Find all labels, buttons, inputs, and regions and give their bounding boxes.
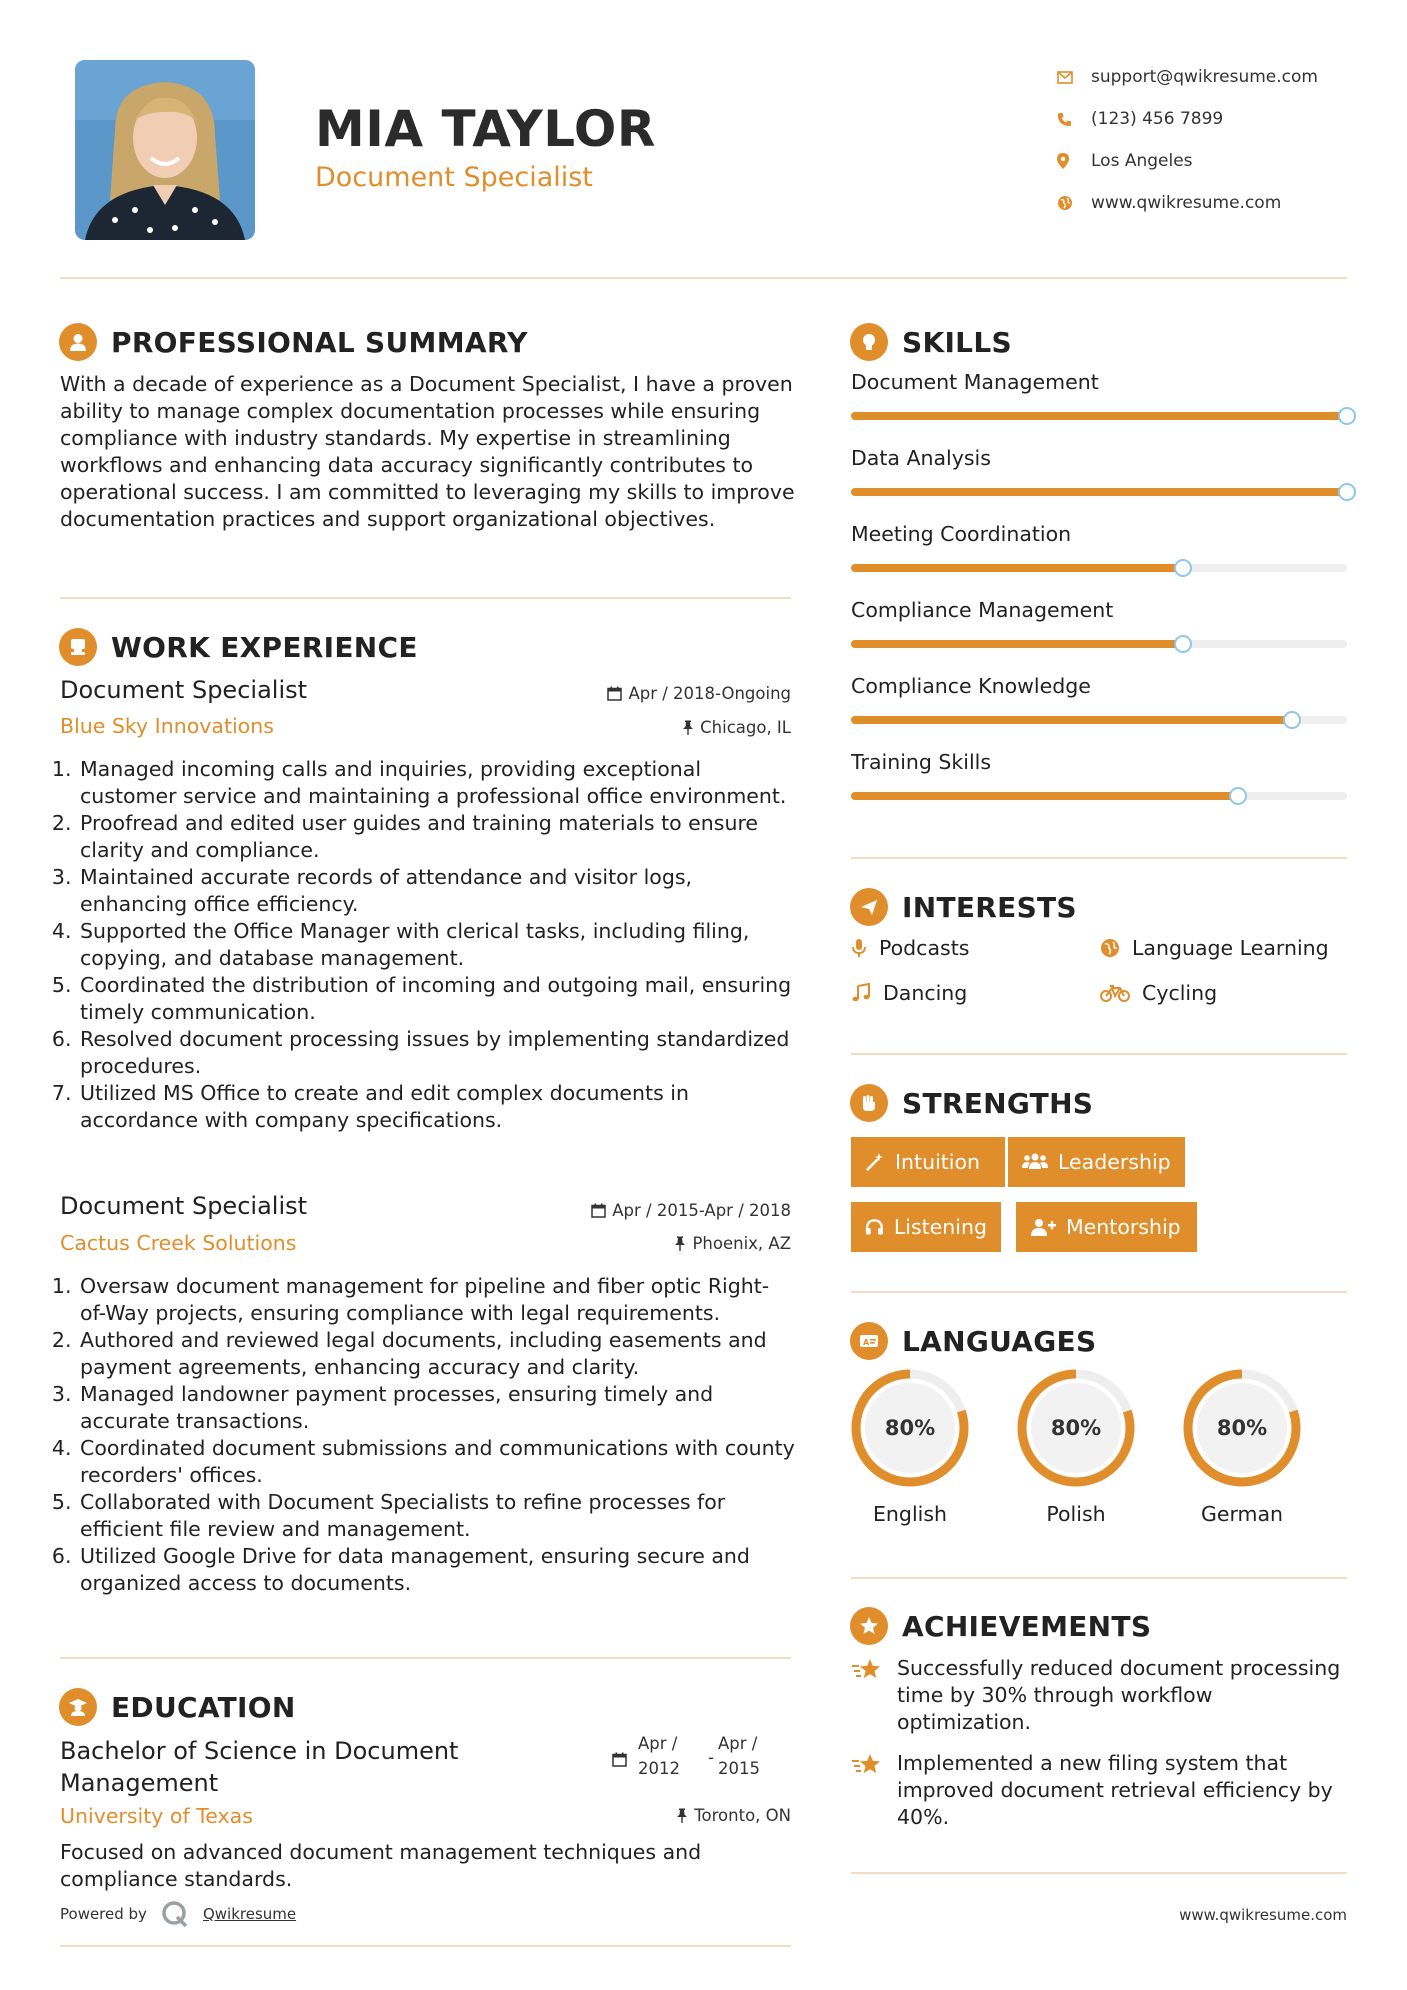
skill-bar: [851, 640, 1347, 648]
achievements-title: ACHIEVEMENTS: [902, 1609, 1152, 1643]
skill-name: Meeting Coordination: [851, 522, 1072, 546]
skill-bar-fill: [851, 792, 1238, 800]
footer-website[interactable]: www.qwikresume.com: [1179, 1906, 1347, 1924]
svg-text:A: A: [863, 1338, 870, 1347]
experience-heading: [59, 628, 418, 666]
summary-divider: [60, 597, 791, 599]
contact-location: [1055, 140, 1385, 182]
language-name: German: [1200, 1502, 1284, 1526]
star-badge-icon: [850, 1607, 888, 1645]
skill-bar: [851, 792, 1347, 800]
job-2-company: Cactus Creek Solutions: [60, 1231, 297, 1255]
qwikresume-link[interactable]: Qwikresume: [202, 1905, 297, 1923]
user-plus-icon: [1030, 1217, 1056, 1237]
interest-dancing: Dancing: [851, 981, 967, 1005]
magic-wand-icon: [865, 1152, 885, 1172]
job-1-location: Chicago, IL: [520, 718, 791, 737]
pushpin-icon: [682, 720, 694, 735]
achievement-item: Successfully reduced document processing time by 30% through workflow optimization.: [851, 1655, 1351, 1736]
skill-bar-fill: [851, 716, 1292, 724]
skill-row: [851, 674, 1347, 724]
microphone-icon: [851, 938, 867, 958]
achievements-divider: [851, 1872, 1347, 1874]
achievement-item: Implemented a new filing system that improved document retrieval efficiency by 40%.: [851, 1750, 1351, 1831]
job-1-title: Document Specialist: [60, 676, 308, 704]
contact-website[interactable]: [1055, 182, 1385, 224]
skills-divider: [851, 857, 1347, 859]
skill-bar-fill: [851, 564, 1183, 572]
education-dates: Apr / 2012 - Apr / 2015: [612, 1734, 772, 1784]
skill-name: Document Management: [851, 370, 1099, 394]
skill-row: [851, 522, 1347, 572]
language-item: [848, 1366, 972, 1526]
skill-bar-fill: [851, 640, 1183, 648]
interest-language-learning: Language Learning: [1100, 936, 1329, 960]
contact-phone[interactable]: [1055, 98, 1385, 140]
languages-title: LANGUAGES: [902, 1324, 1097, 1358]
strength-leadership: Leadership: [1008, 1137, 1185, 1187]
headphones-icon: [865, 1217, 884, 1237]
language-percent: 80%: [1050, 1416, 1102, 1440]
skill-name: Data Analysis: [851, 446, 991, 470]
education-location: Toronto, ON: [520, 1806, 791, 1825]
footer-divider: [60, 1945, 791, 1947]
language-ring: [1014, 1366, 1138, 1490]
skill-bar-fill: [851, 488, 1347, 496]
skill-bar-knob: [1338, 407, 1356, 425]
skill-row: [851, 598, 1347, 648]
calendar-icon: [607, 686, 622, 701]
skill-name: Compliance Knowledge: [851, 674, 1091, 698]
interest-cycling: Cycling: [1100, 981, 1217, 1005]
list-item: 2. Authored and reviewed legal documents, including easements and payment agreements, enhancing accuracy and clarity.: [78, 1327, 795, 1381]
summary-title: PROFESSIONAL SUMMARY: [111, 325, 528, 359]
envelope-icon: [1055, 71, 1091, 84]
strength-listening: Listening: [851, 1202, 1001, 1252]
star-speed-icon: [851, 1655, 883, 1736]
phone-icon: [1055, 112, 1091, 127]
languages-divider: [851, 1577, 1347, 1579]
language-name: English: [872, 1502, 948, 1526]
header-divider: [60, 277, 1347, 279]
job-1-dates: Apr / 2018-Ongoing: [520, 684, 791, 703]
skills-heading: [850, 323, 1012, 361]
summary-text: With a decade of experience as a Document Specialist, I have a proven ability to manage complex documentation processes while ensuring compliance with industry standards. My expertise in streamlining workflows and enhancing data accuracy significantly contributes to operational success. I am committed to leveraging my skills to improve documentation practices and support organizational objectives.: [60, 372, 795, 531]
interests-divider: [851, 1053, 1347, 1055]
list-item: 1. Oversaw document management for pipeline and fiber optic Right-of-Way projects, ensuring compliance with legal requirements.: [78, 1273, 795, 1327]
globe-icon: [1055, 195, 1091, 211]
strengths-title: STRENGTHS: [902, 1086, 1094, 1120]
skill-bar-fill: [851, 412, 1347, 420]
list-item: 4. Supported the Office Manager with clerical tasks, including filing, copying, and database management.: [78, 918, 795, 972]
music-note-icon: [851, 983, 871, 1003]
candidate-role: Document Specialist: [315, 162, 593, 193]
list-item: 5. Coordinated the distribution of incoming and outgoing mail, ensuring timely communication.: [78, 972, 795, 1026]
job-1-company: Blue Sky Innovations: [60, 714, 274, 738]
education-description: Focused on advanced document management techniques and compliance standards.: [60, 1840, 702, 1891]
job-2-duties: [60, 1273, 795, 1597]
lightbulb-icon: [850, 323, 888, 361]
language-name: Polish: [1046, 1502, 1106, 1526]
paper-plane-icon: [850, 888, 888, 926]
graduate-icon: [59, 1688, 97, 1726]
achievements-heading: [850, 1607, 1151, 1645]
language-ring: [1180, 1366, 1304, 1490]
education-school: University of Texas: [60, 1804, 253, 1828]
experience-title: WORK EXPERIENCE: [111, 630, 418, 664]
user-icon: [59, 323, 97, 361]
summary-heading: [59, 323, 528, 361]
language-item: [1014, 1366, 1138, 1526]
skill-bar-knob: [1174, 635, 1192, 653]
language-percent: 80%: [884, 1416, 936, 1440]
contact-block: [1055, 56, 1385, 224]
contact-email[interactable]: [1055, 56, 1385, 98]
interests-heading: [850, 888, 1077, 926]
skill-bar-knob: [1338, 483, 1356, 501]
skill-name: Training Skills: [851, 750, 992, 774]
bicycle-icon: [1100, 983, 1130, 1003]
map-pin-icon: [1055, 153, 1091, 169]
strength-mentorship: Mentorship: [1016, 1202, 1197, 1252]
candidate-name: MIA TAYLOR: [315, 100, 656, 158]
skill-bar-knob: [1229, 787, 1247, 805]
skill-bar: [851, 716, 1347, 724]
fist-icon: [850, 1084, 888, 1122]
skill-bar-knob: [1174, 559, 1192, 577]
job-1-duties: [60, 756, 795, 1134]
skill-bar: [851, 564, 1347, 572]
interests-title: INTERESTS: [902, 890, 1077, 924]
qwikresume-logo-icon: [161, 1900, 189, 1928]
strength-intuition: Intuition: [851, 1137, 1005, 1187]
skills-title: SKILLS: [902, 325, 1012, 359]
list-item: 3. Managed landowner payment processes, ensuring timely and accurate transactions.: [78, 1381, 795, 1435]
skill-row: [851, 750, 1347, 800]
briefcase-icon: [59, 628, 97, 666]
interest-podcasts: Podcasts: [851, 936, 969, 960]
powered-by: Powered by Qwikresume: [60, 1900, 296, 1928]
education-heading: [59, 1688, 296, 1726]
skill-row: [851, 370, 1347, 420]
strengths-divider: [851, 1291, 1347, 1293]
list-item: 3. Maintained accurate records of attendance and visitor logs, enhancing office efficiency.: [78, 864, 795, 918]
star-speed-icon: [851, 1750, 883, 1831]
list-item: 2. Proofread and edited user guides and training materials to ensure clarity and compliance.: [78, 810, 795, 864]
experience-divider: [60, 1657, 791, 1659]
list-item: 5. Collaborated with Document Specialists to refine processes for efficient file review and management.: [78, 1489, 795, 1543]
skill-name: Compliance Management: [851, 598, 1114, 622]
job-2-location: Phoenix, AZ: [520, 1234, 791, 1253]
education-degree: Bachelor of Science in Document Management: [60, 1737, 459, 1797]
strengths-heading: [850, 1084, 1093, 1122]
list-item: 7. Utilized MS Office to create and edit complex documents in accordance with company specifications.: [78, 1080, 795, 1134]
calendar-icon: [612, 1752, 627, 1767]
email-text: support@qwikresume.com: [1091, 67, 1318, 87]
location-text: Los Angeles: [1091, 151, 1193, 171]
list-item: 4. Coordinated document submissions and communications with county recorders' offices.: [78, 1435, 795, 1489]
list-item: 6. Resolved document processing issues by implementing standardized procedures.: [78, 1026, 795, 1080]
profile-photo: [75, 60, 255, 240]
skill-row: [851, 446, 1347, 496]
skill-bar: [851, 488, 1347, 496]
job-2-dates: Apr / 2015-Apr / 2018: [520, 1201, 791, 1220]
list-item: 1. Managed incoming calls and inquiries, providing exceptional customer service and maintaining a professional office environment.: [78, 756, 795, 810]
phone-text: (123) 456 7899: [1091, 109, 1224, 129]
language-item: [1180, 1366, 1304, 1526]
education-title: EDUCATION: [111, 1690, 296, 1724]
language-percent: 80%: [1216, 1416, 1268, 1440]
calendar-icon: [591, 1203, 606, 1218]
language-card-icon: [850, 1322, 888, 1360]
website-text: www.qwikresume.com: [1091, 193, 1282, 213]
job-2-title: Document Specialist: [60, 1192, 308, 1220]
language-ring: [848, 1366, 972, 1490]
pushpin-icon: [674, 1236, 686, 1251]
skill-bar-knob: [1283, 711, 1301, 729]
languages-heading: [850, 1322, 1096, 1360]
list-item: 6. Utilized Google Drive for data management, ensuring secure and organized access to documents.: [78, 1543, 795, 1597]
pushpin-icon: [676, 1808, 688, 1823]
globe-icon: [1100, 938, 1120, 958]
users-icon: [1022, 1152, 1048, 1172]
skill-bar: [851, 412, 1347, 420]
